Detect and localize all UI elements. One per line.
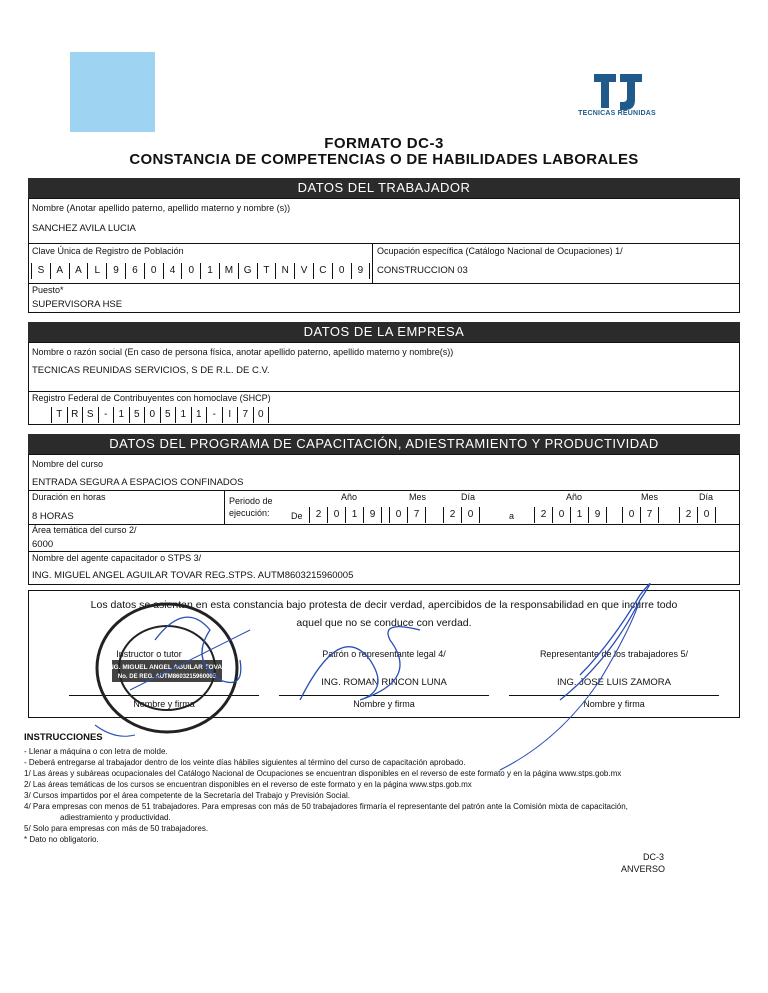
representante-label: Representante de los trabajadores 5/ bbox=[539, 649, 689, 659]
a-label: a bbox=[509, 511, 515, 521]
char-cell: 0 bbox=[332, 263, 351, 279]
char-cell: 0 bbox=[461, 507, 479, 523]
char-cell: 6 bbox=[125, 263, 144, 279]
char-cell: 0 bbox=[552, 507, 570, 523]
char-cell: 9 bbox=[363, 507, 381, 523]
char-cell: R bbox=[67, 407, 83, 423]
de-label: De bbox=[291, 511, 303, 521]
char-cell: 9 bbox=[588, 507, 606, 523]
footer-code: DC-3 bbox=[643, 852, 665, 862]
char-cell: 0 bbox=[697, 507, 715, 523]
char-cell: 0 bbox=[144, 263, 163, 279]
razon-value: TECNICAS REUNIDAS SERVICIOS, S DE R.L. DE C.V. bbox=[32, 365, 270, 376]
char-cell: 0 bbox=[389, 507, 407, 523]
char-cell: 2 bbox=[679, 507, 697, 523]
instruccion-item: 4/ Para empresas con menos de 51 trabajadores. Para empresas con más de 50 trabajadores firmaría el representante del patrón ante la Comisión mixta de capacitación, bbox=[24, 802, 628, 811]
ocupacion-value: CONSTRUCCION 03 bbox=[377, 265, 468, 276]
instructor-label: Instructor o tutor bbox=[116, 649, 182, 659]
patron-name: ING. ROMAN RINCON LUNA bbox=[321, 677, 447, 688]
area-label: Área temática del curso 2/ bbox=[32, 525, 137, 535]
instrucciones-title: INSTRUCCIONES bbox=[24, 732, 103, 743]
representante-name: ING. JOSE LUIS ZAMORA bbox=[556, 677, 672, 688]
char-cell: M bbox=[219, 263, 238, 279]
curso-label: Nombre del curso bbox=[32, 459, 104, 469]
agente-label: Nombre del agente capacitador o STPS 3/ bbox=[32, 553, 202, 563]
instruccion-item: - Deberá entregarse al trabajador dentro de los veinte días hábiles siguientes al término del curso de capacitación aprobado. bbox=[24, 758, 466, 767]
instruccion-item: - Llenar a máquina o con letra de molde. bbox=[24, 747, 168, 756]
char-cell: V bbox=[294, 263, 313, 279]
char-cell: 0 bbox=[327, 507, 345, 523]
periodo-label: Periodo de ejecución: bbox=[229, 496, 273, 518]
char-cell: 0 bbox=[181, 263, 200, 279]
char-cell: G bbox=[238, 263, 257, 279]
declaracion-line-2: aquel que no se conduce con verdad. bbox=[296, 617, 472, 629]
char-cell: L bbox=[87, 263, 106, 279]
char-cell: S bbox=[31, 263, 50, 279]
char-cell: 7 bbox=[407, 507, 425, 523]
char-cell: T bbox=[51, 407, 67, 423]
char-cell: 1 bbox=[570, 507, 588, 523]
start-month-label: Mes bbox=[409, 492, 427, 502]
stamp-line-2: No. DE REG. AUTM8603215960005 bbox=[117, 674, 217, 680]
ocupacion-label: Ocupación específica (Catálogo Nacional de Ocupaciones) 1/ bbox=[377, 246, 623, 256]
char-cell: 2 bbox=[443, 507, 461, 523]
start-day-label: Día bbox=[461, 492, 476, 502]
char-cell: - bbox=[98, 407, 114, 423]
end-month-label: Mes bbox=[641, 492, 659, 502]
char-cell: 5 bbox=[129, 407, 145, 423]
declaracion-line-1: Los datos se asientan en esta constancia bajo protesta de decir verdad, apercibidos de la responsabilidad en que incurre todo bbox=[90, 599, 678, 611]
section-header-empresa: DATOS DE LA EMPRESA bbox=[28, 322, 740, 342]
curp-label: Clave Única de Registro de Población bbox=[32, 246, 184, 256]
instruccion-item: * Dato no obligatorio. bbox=[24, 835, 99, 844]
representante-footer: Nombre y firma bbox=[583, 699, 645, 709]
char-cell: 1 bbox=[345, 507, 363, 523]
char-cell: I bbox=[222, 407, 238, 423]
char-cell: 7 bbox=[237, 407, 253, 423]
razon-label: Nombre o razón social (En caso de persona física, anotar apellido paterno, apellido materno y nombre(s)) bbox=[32, 347, 454, 357]
end-year-label: Año bbox=[566, 492, 583, 502]
char-cell: S bbox=[82, 407, 98, 423]
char-cell: T bbox=[257, 263, 276, 279]
char-cell: 2 bbox=[534, 507, 552, 523]
rfc-label: Registro Federal de Contribuyentes con homoclave (SHCP) bbox=[32, 393, 271, 403]
char-cell: 7 bbox=[640, 507, 658, 523]
name-label: Nombre (Anotar apellido paterno, apellido materno y nombre (s)) bbox=[32, 203, 291, 213]
area-value: 6000 bbox=[32, 539, 54, 550]
char-cell: 1 bbox=[175, 407, 191, 423]
char-cell: 1 bbox=[191, 407, 207, 423]
instructor-footer: Nombre y firma bbox=[133, 699, 195, 709]
char-cell: 2 bbox=[309, 507, 327, 523]
stamp-line-1: ING. MIGUEL ANGEL AGUILAR TOVAR bbox=[107, 664, 227, 671]
char-cell: 4 bbox=[163, 263, 182, 279]
char-cell: 5 bbox=[160, 407, 176, 423]
char-cell: 9 bbox=[106, 263, 125, 279]
instruccion-item: 5/ Solo para empresas con más de 50 trabajadores. bbox=[24, 824, 209, 833]
puesto-label: Puesto* bbox=[32, 285, 64, 295]
form-subtitle: CONSTANCIA DE COMPETENCIAS O DE HABILIDADES LABORALES bbox=[129, 151, 639, 168]
instruccion-item: 1/ Las áreas y subáreas ocupacionales del Catálogo Nacional de Ocupaciones se encuentran disponibles en el reverso de este formato y en la página www.stps.gob.mx bbox=[24, 769, 622, 778]
section-header-programa: DATOS DEL PROGRAMA DE CAPACITACIÓN, ADIESTRAMIENTO Y PRODUCTIVIDAD bbox=[28, 434, 740, 454]
instrucciones-list bbox=[24, 746, 724, 845]
patron-label: Patrón o representante legal 4/ bbox=[322, 649, 446, 659]
duracion-label: Duración en horas bbox=[32, 492, 106, 502]
duracion-value: 8 HORAS bbox=[32, 511, 74, 522]
char-cell: C bbox=[313, 263, 332, 279]
char-cell: N bbox=[275, 263, 294, 279]
instruccion-item: 3/ Cursos impartidos por el área competente de la Secretaría del Trabajo y Previsión Social. bbox=[24, 791, 350, 800]
instruccion-item: adiestramiento y productividad. bbox=[60, 813, 171, 822]
curso-value: ENTRADA SEGURA A ESPACIOS CONFINADOS bbox=[32, 477, 244, 488]
start-year-label: Año bbox=[341, 492, 358, 502]
char-cell: 0 bbox=[622, 507, 640, 523]
section-header-trabajador: DATOS DEL TRABAJADOR bbox=[28, 178, 740, 198]
char-cell: 1 bbox=[113, 407, 129, 423]
patron-footer: Nombre y firma bbox=[353, 699, 415, 709]
char-cell: - bbox=[206, 407, 222, 423]
end-day-label: Día bbox=[699, 492, 714, 502]
name-value: SANCHEZ AVILA LUCIA bbox=[32, 223, 136, 234]
char-cell: A bbox=[50, 263, 69, 279]
char-cell: A bbox=[69, 263, 88, 279]
char-cell: 0 bbox=[144, 407, 160, 423]
char-cell: 0 bbox=[253, 407, 269, 423]
footer-side: ANVERSO bbox=[621, 864, 666, 874]
char-cell: 1 bbox=[200, 263, 219, 279]
form-title: FORMATO DC-3 bbox=[324, 135, 444, 152]
puesto-value: SUPERVISORA HSE bbox=[32, 299, 123, 310]
char-cell: 9 bbox=[351, 263, 370, 279]
agente-value: ING. MIGUEL ANGEL AGUILAR TOVAR REG.STPS. AUTM8603215960005 bbox=[32, 570, 354, 581]
instruccion-item: 2/ Las áreas temáticas de los cursos se encuentran disponibles en el reverso de este formato y en la página www.stps.gob.mx bbox=[24, 780, 472, 789]
company-logo-text: TECNICAS REUNIDAS bbox=[578, 110, 656, 117]
